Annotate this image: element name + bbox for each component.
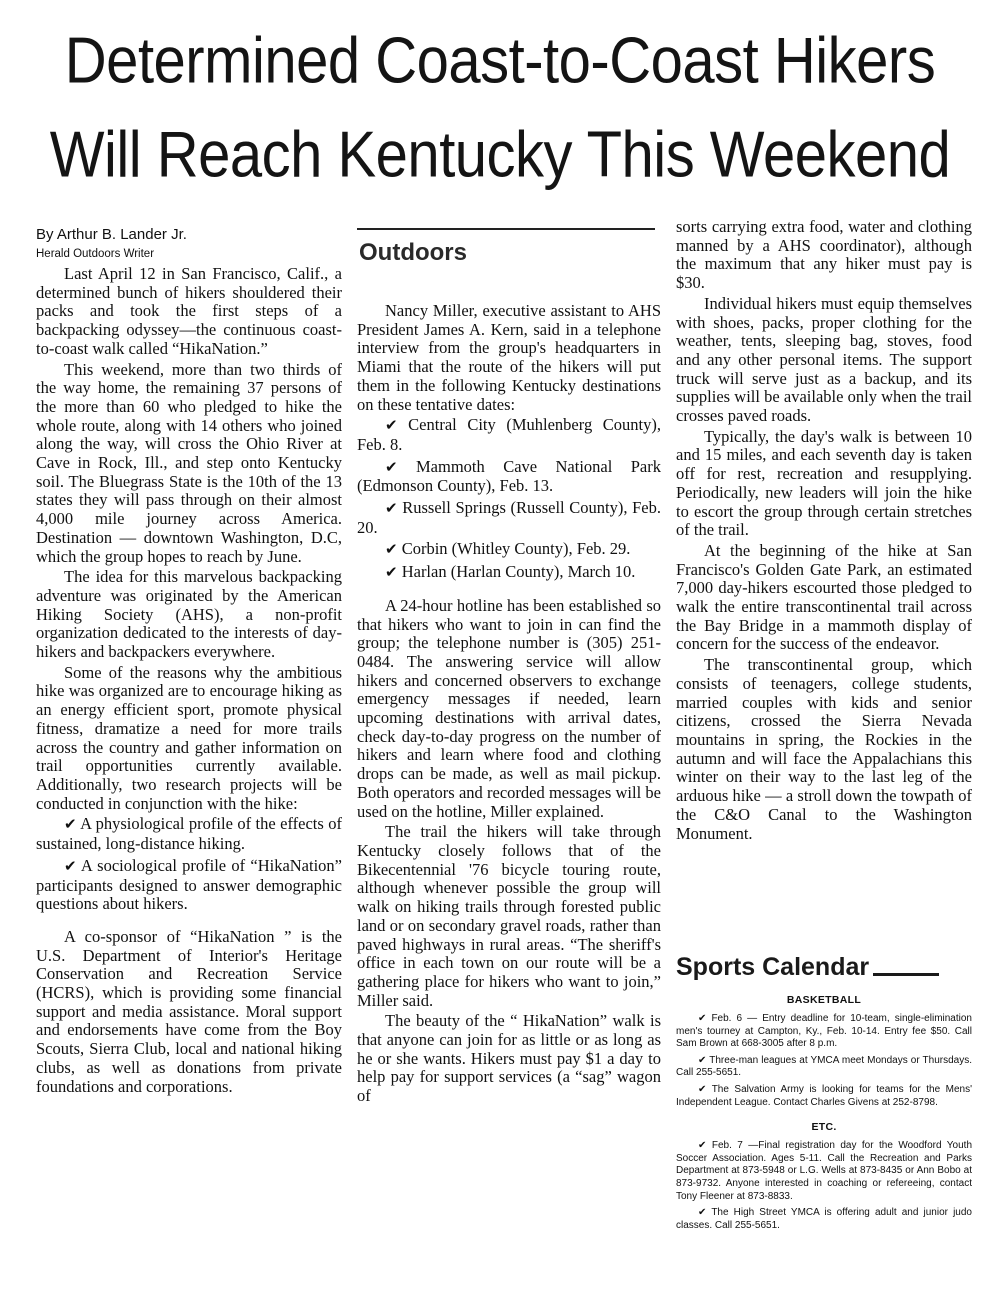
paragraph: The beauty of the “ HikaNation” walk is that anyone can join for as little or as long as he or she wants. Hikers must pay $1 a day to help pay for support services (a “sag” wagon of xyxy=(357,1011,661,1106)
paragraph: Typically, the day's walk is between 10 and 15 miles, and each seventh day is taken off for rest, recreation and resupplying. Periodically, new leaders will join the hike to escort the group through certain stretches of the trail. xyxy=(676,426,972,540)
sports-calendar-title-text: Sports Calendar xyxy=(676,953,870,981)
calendar-item xyxy=(676,1013,972,1051)
checkmark-icon: ✔ xyxy=(64,817,77,834)
article-column-3 xyxy=(676,218,972,845)
section-divider xyxy=(357,228,655,230)
checkmark-icon: ✔ xyxy=(698,1207,707,1219)
paragraph: Nancy Miller, executive assistant to AHS President James A. Kern, said in a telephone interview from the group's headquarters in Miami that the route of the hikers will put them in the following Kentucky destinations on these tentative dates: xyxy=(357,301,661,414)
paragraph: Individual hikers must equip themselves with shoes, packs, proper clothing for the weather, tents, sleeping bag, stoves, food and any other personal items. The support truck will serve just as a backup, and its supplies will be available only when the trail crosses paved roads. xyxy=(676,293,972,426)
checkmark-icon: ✔ xyxy=(698,1013,707,1024)
destination-text: Corbin (Whitley County), Feb. 29. xyxy=(401,539,631,559)
calendar-item xyxy=(676,1084,972,1109)
checkmark-icon: ✔ xyxy=(698,1054,707,1066)
destination-item xyxy=(357,499,661,537)
calendar-item-text: The High Street YMCA is offering adult and junior judo classes. Call 255-5651. xyxy=(676,1207,972,1231)
paragraph: This weekend, more than two thirds of the way home, the remaining 37 persons of the more than 60 who pledged to hike the whole route, along with 14 others who joined along the way, will cross the Ohio River at Cave in Rock, Ill., and step onto Kentucky soil. The Bluegrass State is the 10th of the 13 states they will pass through on their almost 4,000 mile journey across America. Destination — downtown Washington, D.C, which the group hopes to reach by June. xyxy=(36,359,342,566)
checkmark-icon: ✔ xyxy=(385,501,398,518)
paragraph: At the beginning of the hike at San Francisco's Golden Gate Park, an estimated 7,000 day-hikers escourted those pledged to walk the entire transcontinental trail across the Bay Bridge in a mammoth display of concern for the success of the endeavor. xyxy=(676,540,972,654)
calendar-item-text: Three-man leagues at YMCA meet Mondays or Thursdays. Call 255-5651. xyxy=(676,1054,972,1079)
paragraph: The transcontinental group, which consists of teenagers, college students, married couples with kids and senior citizens, crossed the Sierra Nevada mountains in spring, the Rockies in the autumn and will face the Appalachians this winter on their way to the last leg of the arduous hike — a stroll down the towpath of the C&O Canal to the Washington Monument. xyxy=(676,655,972,843)
checkmark-icon: ✔ xyxy=(385,565,398,582)
bullet-item xyxy=(36,815,342,853)
calendar-item xyxy=(676,1207,972,1232)
article-column-2 xyxy=(357,228,661,1108)
article-column-1 xyxy=(36,226,342,1098)
calendar-item-text: Feb. 7 —Final registration day for the Woodford Youth Soccer Association. Ages 5-11. Call the Recreation and Parks Department at 873-5948 or L.G. Wells at 873-8435 or Ann Bobo at 873-9732. Anyone interested in coaching or refereeing, contact Tony Fleener at 873-8833. xyxy=(676,1140,973,1202)
destination-text: Mammoth Cave National Park (Edmonson County), Feb. 13. xyxy=(357,456,662,496)
paragraph: The idea for this marvelous backpacking adventure was originated by the American Hiking Society (AHS), a non-profit organization dedicated to the interests of day-hikers and backpackers everywhere. xyxy=(36,567,342,662)
section-title: Outdoors xyxy=(359,239,467,266)
checkmark-icon: ✔ xyxy=(64,858,77,875)
checkmark-icon: ✔ xyxy=(698,1140,707,1152)
paragraph: The trail the hikers will take through Kentucky closely follows that of the Bikecentennial '76 bicycle touring route, although whenever possible the group will walk on hiking trails through forested public land or on secondary gravel roads, rather than paved highways in rural areas. “The sheriff's office in each town on our route will be a gathering place for hikers who want to join,” Miller said. xyxy=(357,822,661,1010)
destination-item xyxy=(357,540,661,560)
paragraph: A 24-hour hotline has been established so that hikers who want to join in can find the group; the telephone number is (305) 251-0484. The answering service will allow hikers and concerned observers to exchange emergency messages if needed, learn upcoming destinations with arrival dates, check day-to-day progress on the number of hikers and learn where food and clothing drops can be made, as well as mail pickup. Both operators and recorded messages will be used on the hotline, Miller explained. xyxy=(357,595,661,821)
calendar-section-heading: BASKETBALL xyxy=(786,994,862,1006)
calendar-item-text: The Salvation Army is looking for teams for the Mens' Independent League. Contact Charles Givens at 252-8798. xyxy=(676,1083,972,1108)
calendar-item-text: Feb. 6 — Entry deadline for 10-team, single-elimination men's tourney at Campton, Ky., Feb. 10-14. Entry fee $50. Call Sam Brown at 668-3005 after 8 p.m. xyxy=(676,1013,972,1050)
checkmark-icon: ✔ xyxy=(698,1083,707,1095)
bullet-text: A physiological profile of the effects of sustained, long-distance hiking. xyxy=(36,814,342,854)
destination-item xyxy=(357,416,661,454)
paragraph-continuation: sorts carrying extra food, water and clothing manned by a AHS coordinator), although the maximum that any hiker must pay is $30. xyxy=(676,217,972,293)
destination-text: Central City (Muhlenberg County), Feb. 8. xyxy=(357,415,661,454)
paragraph: A co-sponsor of “HikaNation ” is the U.S. Department of Interior's Heritage Conservation and Recreation Service (HCRS), which is providing some financial support and media assistance. Moral support and endorsements have come from the Boy Scouts, Sierra Club, local and national hiking clubs, as well as donations from private foundations and corporations. xyxy=(36,926,342,1096)
paragraph: Some of the reasons why the ambitious hike was organized are to encourage hiking as an energy efficient sport, promote physical fitness, dramatize a need for more trails across the country and gather information on trail opportunities currently available. Additionally, two research projects will be conducted in conjunction with the hike: xyxy=(36,662,342,813)
destination-text: Russell Springs (Russell County), Feb. 20. xyxy=(357,498,662,537)
title-underline xyxy=(873,973,939,976)
paragraph: Last April 12 in San Francisco, Calif., a determined bunch of hikers shouldered their packs and took the first steps of a backpacking odyssey—the continuous coast-to-coast walk called “HikaNation.” xyxy=(36,264,342,358)
checkmark-icon: ✔ xyxy=(385,542,398,559)
destination-text: Harlan (Harlan County), March 10. xyxy=(401,562,636,582)
calendar-section-heading: ETC. xyxy=(811,1121,837,1134)
headline-line-2: Will Reach Kentucky This Weekend xyxy=(49,118,951,191)
destination-item xyxy=(357,458,661,496)
checkmark-icon: ✔ xyxy=(385,418,398,435)
byline-author: By Arthur B. Lander Jr. xyxy=(36,226,187,243)
bullet-text: A sociological profile of “HikaNation” participants designed to answer demographic questions about hikers. xyxy=(36,855,342,914)
sports-calendar-title xyxy=(676,952,972,982)
sports-calendar xyxy=(676,952,972,1236)
destination-item xyxy=(357,563,661,583)
calendar-item xyxy=(676,1055,972,1080)
checkmark-icon: ✔ xyxy=(385,459,398,476)
bullet-item xyxy=(36,857,342,914)
byline-role: Herald Outdoors Writer xyxy=(36,248,155,260)
calendar-item xyxy=(676,1140,972,1203)
headline-line-1: Determined Coast-to-Coast Hikers xyxy=(64,24,936,97)
